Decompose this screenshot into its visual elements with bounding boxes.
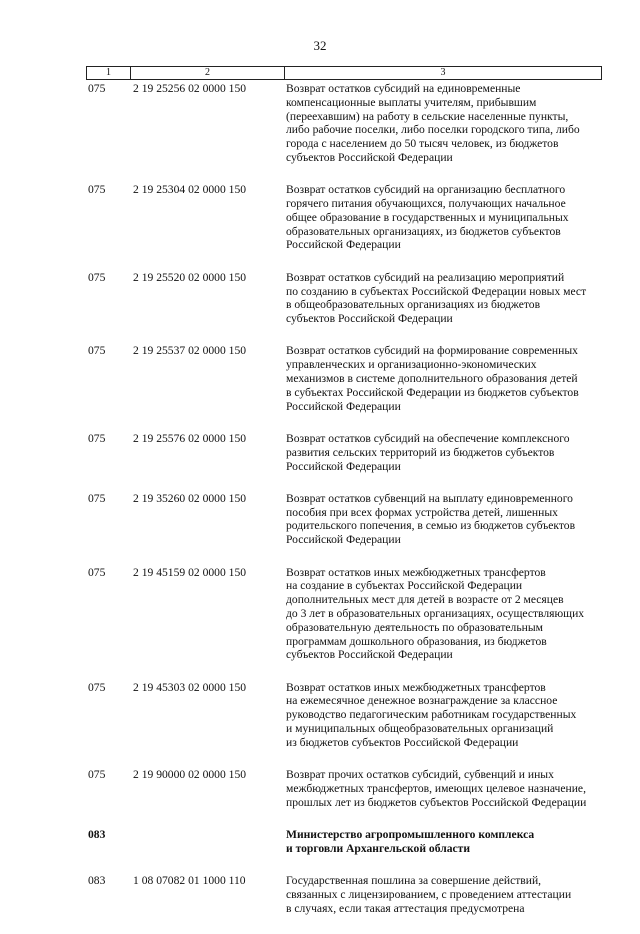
name-line: механизмов в системе дополнительного образования детей — [286, 372, 578, 386]
page-number: 32 — [313, 38, 327, 53]
table-header-row — [86, 66, 602, 80]
table-row — [86, 681, 602, 750]
admin-code-cell: 075 — [88, 183, 106, 197]
name-line: компенсационные выплаты учителям, прибывшим — [286, 95, 537, 109]
revenue-code-cell: 2 19 35260 02 0000 150 — [133, 491, 247, 505]
revenue-name-cell — [286, 828, 602, 856]
table-row — [86, 344, 602, 413]
revenue-code-cell — [131, 828, 286, 856]
admin-code-cell: 075 — [88, 82, 106, 95]
name-line: по созданию в субъектах Российской Федерации новых мест — [286, 284, 587, 298]
revenue-name-cell — [286, 271, 602, 326]
table-row — [86, 566, 602, 663]
name-line: прошлых лет из бюджетов субъектов Российской Федерации — [286, 795, 587, 809]
header-column-3: 3 — [440, 67, 446, 78]
table-row — [86, 183, 602, 252]
name-line: межбюджетных трансфертов, имеющих целевое назначение, — [286, 781, 586, 795]
name-line: Возврат остатков субсидий на единовременные — [286, 82, 521, 95]
admin-code-cell: 075 — [88, 491, 106, 505]
table-row — [86, 271, 602, 326]
revenue-classification-table — [86, 66, 602, 934]
name-line: в общеобразовательных организациях из бюджетов — [286, 298, 541, 312]
name-line: Государственная пошлина за совершение действий, — [286, 874, 542, 888]
name-line: родительского попечения, в семью из бюджетов субъектов — [286, 519, 576, 533]
name-line: Возврат остатков субсидий на обеспечение комплексного — [286, 431, 570, 445]
name-line: Возврат остатков субсидий на формирование современных — [286, 344, 578, 358]
table-row — [86, 432, 602, 473]
name-line: субъектов Российской Федерации — [286, 648, 453, 662]
name-line: субъектов Российской Федерации — [286, 150, 453, 164]
name-line: на ежемесячное денежное вознаграждение за классное — [286, 694, 558, 708]
name-line: образовательную деятельность по образовательным — [286, 620, 543, 634]
revenue-code-cell: 2 19 25256 02 0000 150 — [133, 82, 247, 95]
name-line: Российской Федерации — [286, 459, 401, 473]
revenue-name-cell — [286, 768, 602, 809]
name-line: Возврат остатков иных межбюджетных трансфертов — [286, 680, 546, 694]
name-line: и муниципальных общеобразовательных организаций — [286, 721, 554, 735]
revenue-code-cell: 1 08 07082 01 1000 110 — [133, 874, 246, 888]
name-line: на создание в субъектах Российской Федерации — [286, 579, 523, 593]
header-column-2: 2 — [131, 67, 285, 79]
name-line: до 3 лет в образовательных организациях, осуществляющих — [286, 606, 585, 620]
name-line: Российской Федерации — [286, 533, 401, 547]
admin-code-cell: 075 — [88, 270, 106, 284]
name-line: Возврат остатков субвенций на выплату единовременного — [286, 491, 573, 505]
name-line: города с населением до 50 тысяч человек, из бюджетов — [286, 137, 559, 151]
revenue-name-cell — [286, 344, 602, 413]
revenue-code-cell: 2 19 25520 02 0000 150 — [133, 270, 247, 284]
revenue-name-cell — [286, 681, 602, 750]
name-line: общее образование в государственных и муниципальных — [286, 210, 569, 224]
revenue-code-cell: 2 19 45303 02 0000 150 — [133, 680, 247, 694]
section-heading-row — [86, 828, 602, 856]
admin-code-cell: 075 — [88, 344, 106, 358]
name-line: Возврат остатков иных межбюджетных трансфертов — [286, 565, 546, 579]
admin-code-cell: 083 — [88, 874, 106, 888]
table-body — [86, 82, 602, 915]
name-line: Российской Федерации — [286, 238, 401, 252]
revenue-name-cell — [286, 492, 602, 547]
admin-code-cell: 083 — [88, 827, 106, 841]
name-line: Министерство агропромышленного комплекса — [286, 827, 535, 841]
revenue-code-cell: 2 19 25304 02 0000 150 — [133, 183, 247, 197]
revenue-name-cell — [286, 432, 602, 473]
admin-code-cell: 075 — [88, 431, 106, 445]
name-line: субъектов Российской Федерации — [286, 312, 453, 326]
name-line: в случаях, если такая аттестация предусмотрена — [286, 901, 525, 915]
revenue-code-cell: 2 19 25576 02 0000 150 — [133, 431, 247, 445]
revenue-code-cell: 2 19 25537 02 0000 150 — [133, 344, 247, 358]
name-line: руководство педагогическим работникам государственных — [286, 708, 577, 722]
table-row — [86, 82, 602, 165]
revenue-code-cell: 2 19 45159 02 0000 150 — [133, 565, 247, 579]
name-line: связанных с лицензированием, с проведением аттестации — [286, 887, 572, 901]
name-line: развития сельских территорий из бюджетов субъектов — [286, 445, 555, 459]
name-line: в субъектах Российской Федерации из бюджетов субъектов — [286, 385, 579, 399]
name-line: программам дошкольного образования, из бюджетов — [286, 634, 547, 648]
name-line: (переехавшим) на работу в сельские населенные пункты, — [286, 109, 569, 123]
header-column-1: 1 — [87, 67, 131, 79]
name-line: Возврат остатков субсидий на реализацию мероприятий — [286, 270, 565, 284]
admin-code-cell: 075 — [88, 680, 106, 694]
name-line: дополнительных мест для детей в возрасте от 2 месяцев — [286, 593, 564, 607]
table-row — [86, 492, 602, 547]
name-line: либо рабочие поселки, либо поселки городского типа, либо — [286, 123, 580, 137]
table-row — [86, 768, 602, 809]
name-line: горячего питания обучающихся, получающих начальное — [286, 197, 566, 211]
name-line: Российской Федерации — [286, 399, 401, 413]
revenue-name-cell — [286, 566, 602, 663]
name-line: из бюджетов субъектов Российской Федерации — [286, 735, 519, 749]
revenue-name-cell — [286, 183, 602, 252]
name-line: и торговли Архангельской области — [286, 841, 471, 855]
name-line: образовательных организациях, из бюджетов субъектов — [286, 224, 561, 238]
admin-code-cell: 075 — [88, 565, 106, 579]
name-line: управленческих и организационно-экономических — [286, 358, 537, 372]
table-row — [86, 874, 602, 915]
name-line: Возврат остатков субсидий на организацию бесплатного — [286, 183, 566, 197]
revenue-name-cell — [286, 874, 602, 915]
admin-code-cell: 075 — [88, 768, 106, 782]
revenue-name-cell — [286, 82, 602, 165]
revenue-code-cell: 2 19 90000 02 0000 150 — [133, 768, 247, 782]
name-line: пособия при всех формах устройства детей, лишенных — [286, 505, 558, 519]
name-line: Возврат прочих остатков субсидий, субвенций и иных — [286, 768, 554, 782]
